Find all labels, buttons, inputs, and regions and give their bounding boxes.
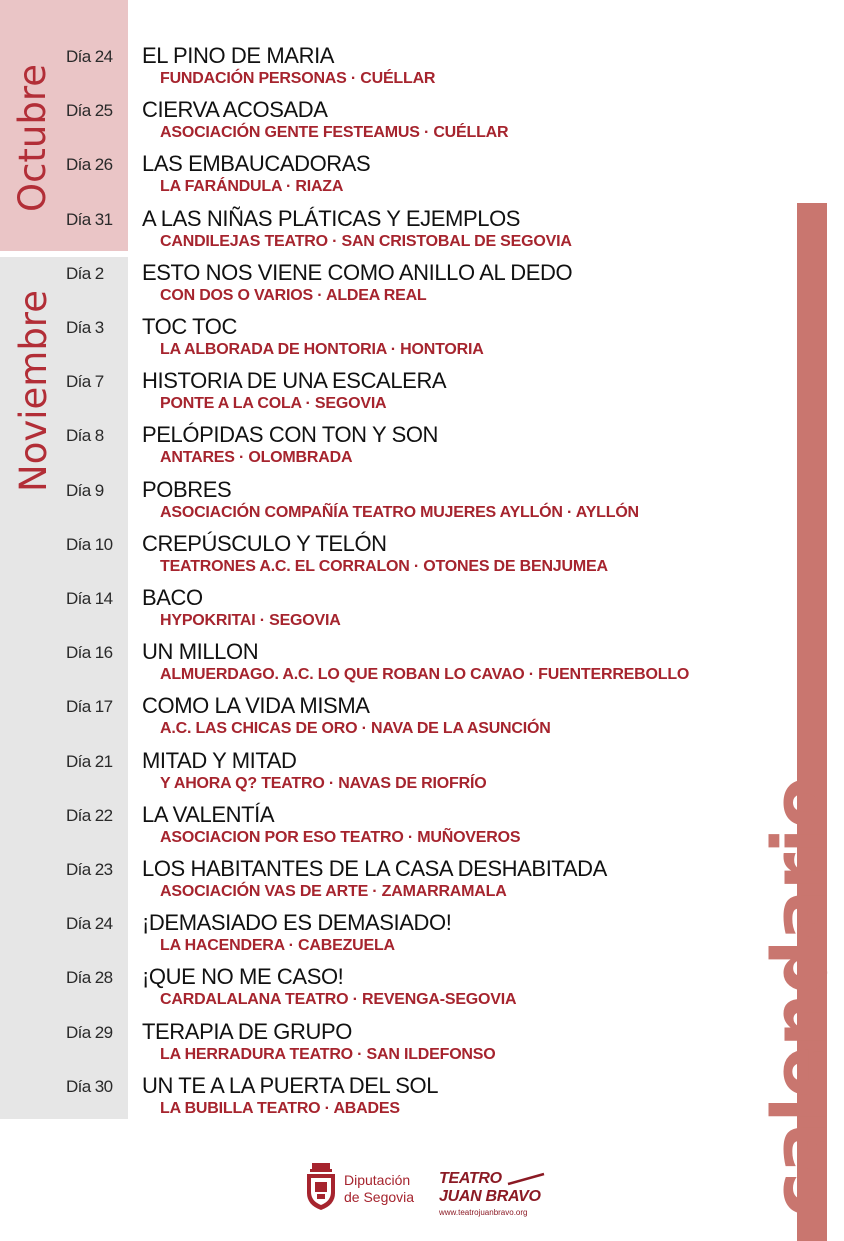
event-title: LOS HABITANTES DE LA CASA DESHABITADA bbox=[142, 856, 607, 881]
diputacion-name-line2: de Segovia bbox=[344, 1189, 415, 1205]
event-company: TEATRONES A.C. EL CORRALON · OTONES DE BENJUMEA bbox=[160, 557, 608, 575]
event-title: BACO bbox=[142, 585, 203, 610]
event-day: Día 10 bbox=[66, 534, 113, 554]
event-company: ASOCIACIÓN GENTE FESTEAMUS · CUÉLLAR bbox=[160, 124, 509, 142]
footer-logos bbox=[304, 1160, 564, 1230]
event-company: LA FARÁNDULA · RIAZA bbox=[160, 178, 344, 196]
event-title: LAS EMBAUCADORAS bbox=[142, 151, 371, 177]
event-title: LA VALENTÍA bbox=[142, 801, 275, 827]
event-day: Día 28 bbox=[66, 968, 113, 988]
event-company: ASOCIACIÓN VAS DE ARTE · ZAMARRAMALA bbox=[160, 883, 507, 900]
event-title: CREPÚSCULO Y TELÓN bbox=[142, 530, 387, 556]
event-day: Día 2 bbox=[66, 263, 104, 283]
event-day: Día 31 bbox=[66, 209, 113, 229]
teatro-logo-line2: JUAN BRAVO bbox=[439, 1188, 541, 1205]
event-title: ¡QUE NO ME CASO! bbox=[142, 964, 344, 990]
event-company: PONTE A LA COLA · SEGOVIA bbox=[160, 395, 387, 413]
event-day: Día 16 bbox=[66, 643, 113, 663]
event-day: Día 9 bbox=[66, 480, 104, 500]
teatro-url: www.teatrojuanbravo.org bbox=[439, 1208, 528, 1217]
event-company: Y AHORA Q? TEATRO · NAVAS DE RIOFRÍO bbox=[160, 774, 487, 792]
event-title: UN TE A LA PUERTA DEL SOL bbox=[142, 1072, 439, 1098]
month-label-november: Noviembre bbox=[12, 290, 55, 492]
event-title: COMO LA VIDA MISMA bbox=[142, 693, 370, 719]
event-company: A.C. LAS CHICAS DE ORO · NAVA DE LA ASUNCIÓN bbox=[160, 720, 551, 738]
teatro-logo-swoosh-icon bbox=[506, 1172, 546, 1186]
event-day: Día 24 bbox=[66, 914, 113, 934]
event-company: ALMUERDAGO. A.C. LO QUE ROBAN LO CAVAO · FUENTERREBOLLO bbox=[160, 666, 690, 684]
event-day: Día 26 bbox=[66, 155, 113, 175]
event-company: LA HERRADURA TEATRO · SAN ILDEFONSO bbox=[160, 1045, 496, 1063]
event-company: LA BUBILLA TEATRO · ABADES bbox=[160, 1099, 400, 1117]
event-day: Día 30 bbox=[66, 1076, 113, 1096]
event-company: CON DOS O VARIOS · ALDEA REAL bbox=[160, 286, 427, 304]
event-company: LA ALBORADA DE HONTORIA · HONTORIA bbox=[160, 341, 484, 358]
calendario-title: calendario bbox=[755, 777, 844, 1217]
event-title: TOC TOC bbox=[142, 314, 237, 339]
event-day: Día 3 bbox=[66, 318, 104, 337]
event-title: TERAPIA DE GRUPO bbox=[142, 1018, 352, 1044]
event-day: Día 17 bbox=[66, 697, 113, 717]
event-company: CARDALALANA TEATRO · REVENGA-SEGOVIA bbox=[160, 991, 517, 1009]
event-company: ASOCIACION POR ESO TEATRO · MUÑOVEROS bbox=[160, 828, 521, 846]
event-title: ¡DEMASIADO ES DEMASIADO! bbox=[142, 910, 452, 936]
event-company: ANTARES · OLOMBRADA bbox=[160, 449, 353, 467]
diputacion-shield-icon bbox=[304, 1163, 338, 1211]
event-day: Día 23 bbox=[66, 860, 113, 879]
event-company: LA HACENDERA · CABEZUELA bbox=[160, 937, 395, 955]
event-day: Día 25 bbox=[66, 101, 113, 121]
event-day: Día 14 bbox=[66, 589, 113, 608]
event-day: Día 7 bbox=[66, 372, 104, 392]
diputacion-name-line1: Diputación bbox=[344, 1172, 411, 1188]
event-company: FUNDACIÓN PERSONAS · CUÉLLAR bbox=[160, 70, 436, 87]
event-title: ESTO NOS VIENE COMO ANILLO AL DEDO bbox=[142, 259, 573, 285]
event-title: PELÓPIDAS CON TON Y SON bbox=[142, 422, 439, 448]
event-title: MITAD Y MITAD bbox=[142, 747, 297, 773]
event-day: Día 8 bbox=[66, 426, 104, 446]
teatro-logo-line1: TEATRO bbox=[439, 1170, 502, 1187]
event-title: CIERVA ACOSADA bbox=[142, 97, 328, 123]
event-title: HISTORIA DE UNA ESCALERA bbox=[142, 368, 447, 394]
event-title: UN MILLON bbox=[142, 639, 259, 665]
event-day: Día 21 bbox=[66, 751, 113, 771]
event-company: ASOCIACIÓN COMPAÑÍA TEATRO MUJERES AYLLÓN · AYLLÓN bbox=[160, 503, 639, 521]
event-company: CANDILEJAS TEATRO · SAN CRISTOBAL DE SEGOVIA bbox=[160, 232, 572, 250]
month-label-october: Octubre bbox=[11, 63, 54, 213]
event-title: A LAS NIÑAS PLÁTICAS Y EJEMPLOS bbox=[142, 205, 521, 231]
event-day: Día 22 bbox=[66, 805, 113, 825]
event-title: EL PINO DE MARIA bbox=[142, 43, 335, 68]
event-day: Día 29 bbox=[66, 1022, 113, 1042]
event-day: Día 24 bbox=[66, 47, 113, 66]
event-title: POBRES bbox=[142, 476, 232, 502]
event-company: HYPOKRITAI · SEGOVIA bbox=[160, 612, 341, 629]
